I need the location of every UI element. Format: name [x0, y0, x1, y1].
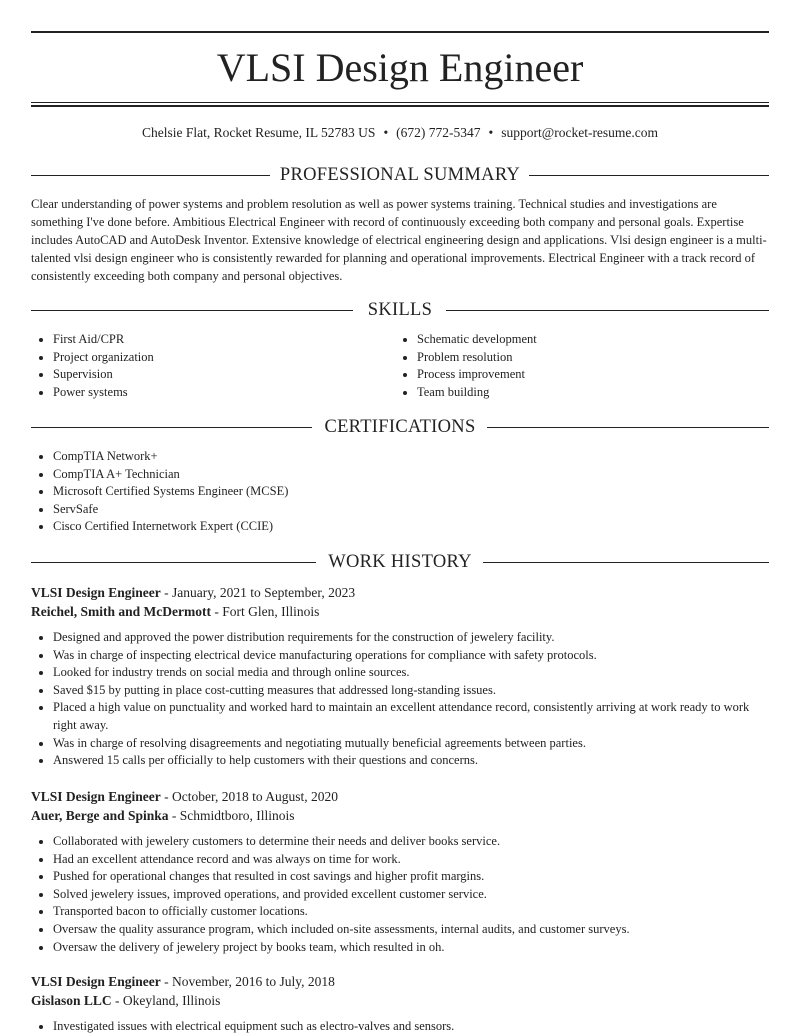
job-dates: - October, 2018 to August, 2020	[160, 789, 338, 804]
heading-rule-right	[446, 310, 769, 311]
job-bullet: • Collaborated with jewelery customers to determine their needs and deliver books service.	[53, 833, 769, 851]
summary-heading-label: PROFESSIONAL SUMMARY	[279, 165, 521, 185]
summary-heading	[31, 163, 769, 187]
title-rule-lower	[31, 105, 769, 107]
job-company-line	[31, 602, 769, 621]
skills-heading-label: SKILLS	[367, 300, 433, 320]
heading-rule-right	[483, 562, 769, 563]
job-bullet: • Placed a high value on punctuality and worked hard to maintain an excellent attendance record, consistently arriving at work ready to work right away.	[53, 699, 769, 734]
skill-item: • Power systems	[53, 384, 391, 402]
job-title: VLSI Design Engineer	[31, 789, 161, 804]
job-title: VLSI Design Engineer	[31, 974, 161, 989]
skill-item: • Project organization	[53, 349, 391, 367]
job-bullet: • Designed and approved the power distribution requirements for the construction of jewelery facility.	[53, 629, 769, 647]
job-role-line	[31, 787, 769, 806]
certification-item: • Cisco Certified Internetwork Expert (CCIE)	[53, 518, 769, 536]
title-rule-upper	[31, 102, 769, 103]
summary-text: Clear understanding of power systems and problem resolution as well as power systems training. Technical studies and investigations are something I've done before. Ambitious Electrical Engineer with record of continuously exceeding both company and personal goals. Expertise includes AutoCAD and AutoDesk Inventor. Extensive knowledge of electrical engineering design and applications. Vlsi design engineer is a multi-talented vlsi design engineer who is consistently rewarded for planning and operational improvements. Electrical Engineer with a track record of consistently exceeding both company and personal objectives.	[31, 197, 767, 283]
certification-item: • ServSafe	[53, 501, 769, 519]
resume-title: VLSI Design Engineer	[216, 45, 584, 90]
certifications-heading-label: CERTIFICATIONS	[324, 417, 476, 437]
job-title: VLSI Design Engineer	[31, 585, 161, 600]
skill-item: • Team building	[417, 384, 769, 402]
job-role-line	[31, 583, 769, 602]
contact-email[interactable]: support@rocket-resume.com	[501, 125, 659, 140]
contact-separator: •	[383, 125, 389, 140]
job-bullet: • Oversaw the delivery of jewelery project by books team, which resulted in oh.	[53, 939, 769, 957]
job-location: - Fort Glen, Illinois	[210, 604, 320, 619]
contact-line	[31, 124, 769, 142]
skill-item: • First Aid/CPR	[53, 331, 391, 349]
job-dates: - January, 2021 to September, 2023	[160, 585, 356, 600]
skill-item: • Supervision	[53, 366, 391, 384]
job-bullet: • Investigated issues with electrical equipment such as electro-valves and sensors.	[53, 1018, 769, 1036]
job-dates: - November, 2016 to July, 2018	[160, 974, 335, 989]
contact-separator: •	[488, 125, 494, 140]
job-bullet: • Transported bacon to officially customer locations.	[53, 903, 769, 921]
job-bullets	[31, 833, 769, 956]
job-role-line	[31, 972, 769, 991]
certifications-list	[31, 448, 769, 536]
certification-item: • CompTIA Network+	[53, 448, 769, 466]
job-bullet: • Solved jewelery issues, improved operations, and provided excellent customer service.	[53, 886, 769, 904]
skills-column-left	[31, 331, 391, 401]
job-entry	[31, 787, 769, 956]
top-rule	[31, 31, 769, 33]
job-bullet: • Pushed for operational changes that resulted in cost savings and higher profit margins.	[53, 868, 769, 886]
contact-address: Chelsie Flat, Rocket Resume, IL 52783 US	[141, 125, 376, 140]
certification-item: • Microsoft Certified Systems Engineer (MCSE)	[53, 483, 769, 501]
job-company: Gislason LLC	[31, 993, 112, 1008]
job-company: Reichel, Smith and McDermott	[31, 604, 211, 619]
job-company-line	[31, 991, 769, 1010]
job-bullet: • Answered 15 calls per officially to help customers with their questions and concerns.	[53, 752, 769, 770]
job-location: - Okeyland, Illinois	[111, 993, 221, 1008]
job-bullet: • Had an excellent attendance record and was always on time for work.	[53, 851, 769, 869]
certifications-heading	[31, 415, 769, 439]
job-bullets	[31, 1018, 769, 1036]
job-company-line	[31, 806, 769, 825]
job-entry	[31, 972, 769, 1036]
heading-rule-right	[529, 175, 769, 176]
work-history-heading	[31, 550, 769, 574]
job-location: - Schmidtboro, Illinois	[168, 808, 295, 823]
skill-item: • Schematic development	[417, 331, 769, 349]
heading-rule-right	[487, 427, 769, 428]
certification-item: • CompTIA A+ Technician	[53, 466, 769, 484]
work-history-heading-label: WORK HISTORY	[328, 552, 472, 572]
job-bullets	[31, 629, 769, 770]
skill-item: • Process improvement	[417, 366, 769, 384]
skill-item: • Problem resolution	[417, 349, 769, 367]
contact-phone: (672) 772-5347	[396, 125, 481, 140]
job-bullet: • Was in charge of inspecting electrical device manufacturing operations for compliance with safety protocols.	[53, 647, 769, 665]
job-entry	[31, 583, 769, 770]
job-bullet: • Looked for industry trends on social media and through online sources.	[53, 664, 769, 682]
job-bullet: • Oversaw the quality assurance program, which included on-site assessments, internal audits, and customer surveys.	[53, 921, 769, 939]
job-company: Auer, Berge and Spinka	[31, 808, 169, 823]
job-bullet: • Was in charge of resolving disagreements and negotiating mutually beneficial agreements between parties.	[53, 735, 769, 753]
skills-heading	[31, 298, 769, 322]
job-bullet: • Saved $15 by putting in place cost-cutting measures that addressed long-standing issues.	[53, 682, 769, 700]
skills-column-right	[395, 331, 769, 401]
